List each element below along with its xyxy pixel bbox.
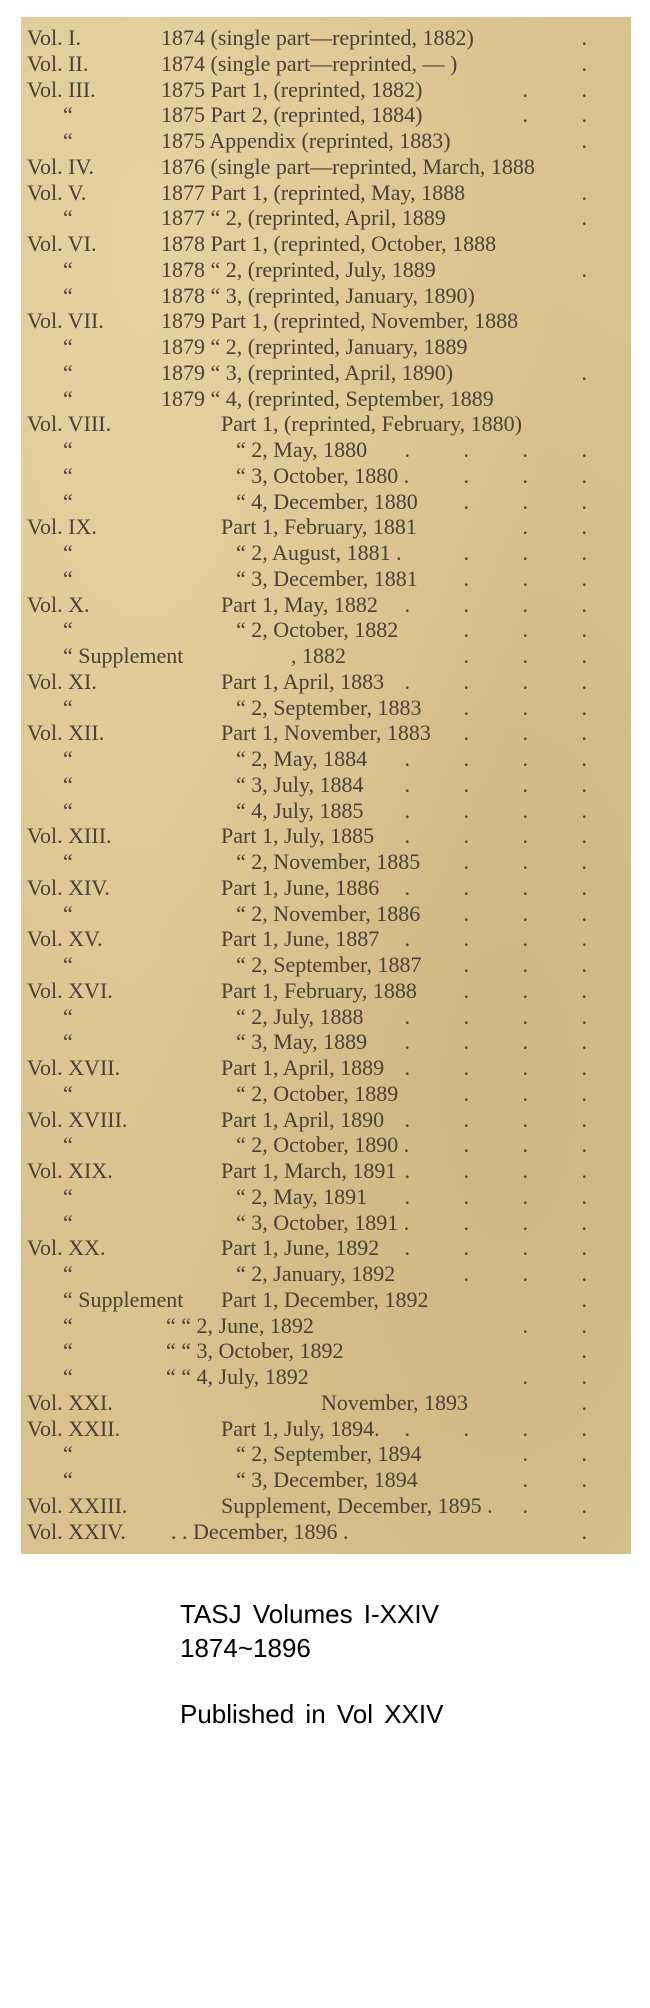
- volume-row: [21, 1261, 631, 1287]
- leader-dots: . .: [522, 514, 611, 540]
- volume-part-text: 1879 Part 1, (reprinted, November, 1888: [161, 308, 519, 334]
- volume-label: “: [63, 771, 73, 797]
- leader-dots: . . . .: [404, 437, 611, 462]
- volume-label: “: [63, 849, 73, 874]
- volume-label: Vol. XIX.: [27, 1158, 113, 1183]
- leader-dots: . . .: [463, 1261, 611, 1286]
- volume-part-text: “ 3, October, 1891 .: [236, 1209, 410, 1235]
- volume-label: Vol. XXIII.: [27, 1492, 128, 1518]
- volume-label: “: [63, 617, 73, 643]
- volume-label: “: [63, 1132, 73, 1158]
- leader-dots: . . .: [463, 694, 611, 720]
- volume-label: “: [63, 334, 73, 359]
- leader-dots: . . .: [463, 900, 611, 926]
- volume-row: [21, 695, 631, 721]
- volume-part-text: “ 2, October, 1889: [236, 1080, 399, 1106]
- leader-dots: . . .: [463, 1132, 611, 1158]
- volume-part-text: “ 2, May, 1884: [236, 746, 368, 771]
- caption-title: TASJ Volumes I-XXIV: [180, 1599, 439, 1629]
- volume-part-text: “ 3, May, 1889: [236, 1029, 368, 1055]
- volume-part-text: 1876 (single part—reprinted, March, 1888: [161, 153, 535, 179]
- volume-part-text: 1875 Part 2, (reprinted, 1884): [161, 102, 423, 128]
- leader-dots: . . . .: [404, 591, 611, 617]
- leader-dots: .: [581, 50, 611, 76]
- volume-row: [21, 772, 631, 798]
- volume-label: “: [63, 359, 73, 385]
- volume-part-text: 1878 “ 2, (reprinted, July, 1889: [161, 256, 436, 282]
- volume-row: [21, 154, 631, 180]
- volume-label: Vol. I.: [27, 25, 81, 50]
- volume-part-text: “ 2, January, 1892: [236, 1261, 396, 1286]
- volume-part-text: “ “ 3, October, 1892: [166, 1338, 344, 1364]
- volume-row: [21, 823, 631, 849]
- volume-part-text: Part 1, December, 1892: [221, 1286, 429, 1312]
- volume-row: [21, 1029, 631, 1055]
- volume-part-text: “ 3, October, 1880 .: [236, 462, 410, 488]
- volume-label: “: [63, 488, 73, 514]
- leader-dots: . . . .: [404, 823, 611, 849]
- volume-label: “: [63, 1080, 73, 1106]
- volume-part-text: “ 3, July, 1884: [236, 771, 364, 797]
- leader-dots: . . . .: [404, 1003, 611, 1029]
- volume-label: “: [63, 952, 73, 977]
- volume-row: [21, 128, 631, 154]
- leader-dots: . . .: [463, 617, 611, 643]
- volume-row: [21, 1364, 631, 1390]
- volume-part-text: “ 2, July, 1888: [236, 1003, 364, 1029]
- volume-part-text: 1878 Part 1, (reprinted, October, 1888: [161, 231, 497, 256]
- volume-label: “: [63, 1209, 73, 1235]
- volume-part-text: 1874 (single part—reprinted, 1882): [161, 25, 474, 50]
- volume-row: [21, 1158, 631, 1184]
- volume-label: “: [63, 746, 73, 771]
- volume-row: [21, 334, 631, 360]
- volume-row: [21, 102, 631, 128]
- volume-label: “: [63, 540, 73, 565]
- leader-dots: . . . .: [404, 771, 611, 797]
- leader-dots: . . . .: [404, 926, 611, 952]
- volume-label: “: [63, 462, 73, 488]
- volume-part-text: “ 4, July, 1885: [236, 797, 364, 823]
- volume-row: [21, 463, 631, 489]
- volume-row: [21, 489, 631, 515]
- volume-label: “: [63, 797, 73, 823]
- volume-row: [21, 540, 631, 566]
- volume-part-text: 1877 Part 1, (reprinted, May, 1888: [161, 179, 466, 205]
- volume-row: [21, 1338, 631, 1364]
- volume-row: [21, 1519, 631, 1545]
- leader-dots: .: [581, 359, 611, 385]
- volume-label: “ Supplement: [63, 643, 184, 668]
- volume-label: “: [63, 1467, 73, 1492]
- volume-part-text: “ 2, October, 1890 .: [236, 1132, 410, 1158]
- volume-row: [21, 617, 631, 643]
- scanned-page: [21, 17, 631, 1554]
- volume-row: [21, 180, 631, 206]
- volume-part-text: Part 1, June, 1887: [221, 926, 380, 952]
- volume-row: [21, 25, 631, 51]
- volume-row: [21, 720, 631, 746]
- volume-row: [21, 51, 631, 77]
- volume-row: [21, 1132, 631, 1158]
- volume-row: [21, 77, 631, 103]
- volume-part-text: “ 2, May, 1880: [236, 437, 368, 462]
- volume-part-text: Part 1, May, 1882: [221, 591, 378, 617]
- volume-row: [21, 901, 631, 927]
- leader-dots: . .: [522, 1364, 611, 1389]
- volume-label: Vol. XVIII.: [27, 1106, 128, 1132]
- volume-label: “: [63, 694, 73, 720]
- leader-dots: . . .: [463, 565, 611, 591]
- volume-row: [21, 669, 631, 695]
- volume-label: “: [63, 1338, 73, 1364]
- leader-dots: . . .: [463, 643, 611, 668]
- volume-label: “: [63, 205, 73, 231]
- volume-part-text: 1877 “ 2, (reprinted, April, 1889: [161, 205, 446, 231]
- volume-part-text: “ 2, September, 1894: [236, 1441, 422, 1467]
- leader-dots: . . . .: [404, 1055, 611, 1080]
- volume-part-text: “ 2, September, 1887: [236, 952, 422, 977]
- volume-part-text: , 1882: [291, 643, 346, 668]
- volume-label: “: [63, 102, 73, 128]
- volume-part-text: 1874 (single part—reprinted, — ): [161, 50, 458, 76]
- volume-part-text: Part 1, April, 1883: [221, 668, 385, 694]
- leader-dots: .: [581, 256, 611, 282]
- volume-label: “: [63, 1003, 73, 1029]
- volume-label: “: [63, 1312, 73, 1338]
- volume-row: [21, 386, 631, 412]
- volume-part-text: “ 2, August, 1881 .: [236, 540, 402, 565]
- volume-part-text: Supplement, December, 1895 .: [221, 1492, 493, 1518]
- volume-part-text: Part 1, July, 1894.: [221, 1415, 380, 1441]
- volume-part-text: . . December, 1896 .: [171, 1518, 349, 1544]
- volume-part-text: Part 1, April, 1890: [221, 1106, 385, 1132]
- volume-part-text: 1879 “ 4, (reprinted, September, 1889: [161, 385, 494, 411]
- volume-row: [21, 308, 631, 334]
- leader-dots: . .: [522, 1312, 611, 1338]
- volume-row: [21, 283, 631, 309]
- volume-label: “: [63, 282, 73, 308]
- volume-label: “: [63, 900, 73, 926]
- volume-part-text: “ “ 4, July, 1892: [166, 1364, 309, 1389]
- volume-part-text: 1879 “ 2, (reprinted, January, 1889: [161, 334, 468, 359]
- volume-part-text: 1878 “ 3, (reprinted, January, 1890): [161, 282, 475, 308]
- volume-row: [21, 1313, 631, 1339]
- volume-part-text: Part 1, July, 1885: [221, 823, 375, 849]
- leader-dots: . . .: [463, 849, 611, 874]
- leader-dots: . . .: [463, 952, 611, 977]
- volume-label: Vol. V.: [27, 179, 87, 205]
- caption-years: 1874~1896: [180, 1633, 311, 1663]
- leader-dots: .: [581, 1338, 611, 1364]
- volume-part-text: “ 2, November, 1885: [236, 849, 421, 874]
- volume-label: Vol. XXIV.: [27, 1518, 126, 1544]
- leader-dots: . . .: [463, 720, 611, 746]
- volume-label: “: [63, 385, 73, 411]
- leader-dots: . . . .: [404, 1235, 611, 1261]
- volume-row: [21, 360, 631, 386]
- volume-row: [21, 1493, 631, 1519]
- volume-row: [21, 643, 631, 669]
- leader-dots: .: [581, 205, 611, 231]
- volume-row: [21, 1390, 631, 1416]
- leader-dots: . . .: [463, 540, 611, 565]
- volume-row: [21, 1235, 631, 1261]
- volume-row: [21, 926, 631, 952]
- volume-part-text: Part 1, February, 1888: [221, 977, 417, 1003]
- leader-dots: . .: [522, 1441, 611, 1467]
- volume-label: Vol. XVI.: [27, 977, 113, 1003]
- volume-label: Vol. XIV.: [27, 874, 110, 900]
- volume-label: Vol. XXII.: [27, 1415, 121, 1441]
- leader-dots: .: [581, 25, 611, 50]
- leader-dots: .: [581, 1518, 611, 1544]
- leader-dots: . . . .: [404, 874, 611, 900]
- leader-dots: . . . .: [404, 1415, 611, 1441]
- volume-part-text: “ 4, December, 1880: [236, 488, 418, 514]
- volume-row: [21, 1081, 631, 1107]
- leader-dots: . . .: [463, 1209, 611, 1235]
- volume-label: Vol. XVII.: [27, 1055, 121, 1080]
- volume-part-text: 1875 Appendix (reprinted, 1883): [161, 128, 451, 153]
- leader-dots: . . . .: [404, 746, 611, 771]
- volume-row: [21, 566, 631, 592]
- volume-row: [21, 1416, 631, 1442]
- volume-row: [21, 1210, 631, 1236]
- volume-row: [21, 952, 631, 978]
- leader-dots: .: [581, 179, 611, 205]
- volume-row: [21, 875, 631, 901]
- leader-dots: . . . .: [404, 1158, 611, 1183]
- volume-part-text: Part 1, June, 1886: [221, 874, 380, 900]
- volume-label: “: [63, 1364, 73, 1389]
- volume-label: Vol. VII.: [27, 308, 104, 334]
- leader-dots: .: [581, 128, 611, 153]
- volume-row: [21, 205, 631, 231]
- leader-dots: . . .: [463, 1080, 611, 1106]
- volume-label: “: [63, 128, 73, 153]
- volume-label: “: [63, 1029, 73, 1055]
- volume-label: “: [63, 1261, 73, 1286]
- volume-row: [21, 411, 631, 437]
- volume-row: [21, 1055, 631, 1081]
- volume-row: [21, 1184, 631, 1210]
- volume-label: Vol. VIII.: [27, 411, 112, 437]
- volume-row: [21, 1287, 631, 1313]
- volume-row: [21, 798, 631, 824]
- leader-dots: .: [581, 1389, 611, 1415]
- volume-row: [21, 849, 631, 875]
- volume-label: Vol. II.: [27, 50, 89, 76]
- volume-part-text: “ 3, December, 1894: [236, 1467, 418, 1492]
- volume-label: “: [63, 256, 73, 282]
- volume-part-text: Part 1, April, 1889: [221, 1055, 385, 1080]
- volume-row: [21, 592, 631, 618]
- leader-dots: . .: [522, 1467, 611, 1492]
- volume-row: [21, 1441, 631, 1467]
- volume-row: [21, 746, 631, 772]
- volume-label: Vol. X.: [27, 591, 90, 617]
- leader-dots: . . . .: [404, 1183, 611, 1209]
- volume-label: Vol. XV.: [27, 926, 103, 952]
- volume-row: [21, 257, 631, 283]
- volume-part-text: “ 3, December, 1881: [236, 565, 418, 591]
- volume-part-text: Part 1, March, 1891: [221, 1158, 397, 1183]
- leader-dots: . .: [522, 1492, 611, 1518]
- volume-part-text: “ 2, May, 1891: [236, 1183, 368, 1209]
- leader-dots: . .: [522, 76, 611, 102]
- volume-row: [21, 437, 631, 463]
- volume-label: Vol. XX.: [27, 1235, 106, 1261]
- leader-dots: . .: [522, 102, 611, 128]
- volume-part-text: “ 2, September, 1883: [236, 694, 422, 720]
- leader-dots: . . . .: [404, 797, 611, 823]
- leader-dots: . . . .: [404, 1106, 611, 1132]
- volume-part-text: 1879 “ 3, (reprinted, April, 1890): [161, 359, 454, 385]
- volume-label: Vol. IX.: [27, 514, 97, 540]
- volume-label: Vol. XIII.: [27, 823, 112, 849]
- volume-row: [21, 514, 631, 540]
- volume-part-text: “ 2, October, 1882: [236, 617, 399, 643]
- leader-dots: . . .: [463, 977, 611, 1003]
- volume-part-text: Part 1, (reprinted, February, 1880): [221, 411, 522, 437]
- leader-dots: . . .: [463, 488, 611, 514]
- volume-label: Vol. XII.: [27, 720, 105, 746]
- volume-part-text: 1875 Part 1, (reprinted, 1882): [161, 76, 423, 102]
- volume-label: Vol. VI.: [27, 231, 97, 256]
- volume-label: “: [63, 437, 73, 462]
- volume-label: Vol. III.: [27, 76, 96, 102]
- volume-part-text: Part 1, February, 1881: [221, 514, 417, 540]
- volume-part-text: “ 2, November, 1886: [236, 900, 421, 926]
- volume-label: Vol. XXI.: [27, 1389, 113, 1415]
- volume-part-text: November, 1893: [321, 1389, 468, 1415]
- leader-dots: . . . .: [404, 1029, 611, 1055]
- volume-part-text: “ “ 2, June, 1892: [166, 1312, 314, 1338]
- caption-published: Published in Vol XXIV: [180, 1699, 444, 1729]
- volume-label: “: [63, 565, 73, 591]
- volume-row: [21, 1107, 631, 1133]
- volume-label: “: [63, 1441, 73, 1467]
- volume-row: [21, 231, 631, 257]
- volume-label: “ Supplement: [63, 1286, 184, 1312]
- volume-label: “: [63, 1183, 73, 1209]
- volume-part-text: Part 1, November, 1883: [221, 720, 431, 746]
- leader-dots: .: [581, 1286, 611, 1312]
- leader-dots: . . . .: [404, 668, 611, 694]
- volume-row: [21, 1467, 631, 1493]
- volume-part-text: Part 1, June, 1892: [221, 1235, 380, 1261]
- leader-dots: . . .: [463, 462, 611, 488]
- volume-label: Vol. XI.: [27, 668, 97, 694]
- volume-label: Vol. IV.: [27, 153, 95, 179]
- volume-row: [21, 1004, 631, 1030]
- volume-row: [21, 978, 631, 1004]
